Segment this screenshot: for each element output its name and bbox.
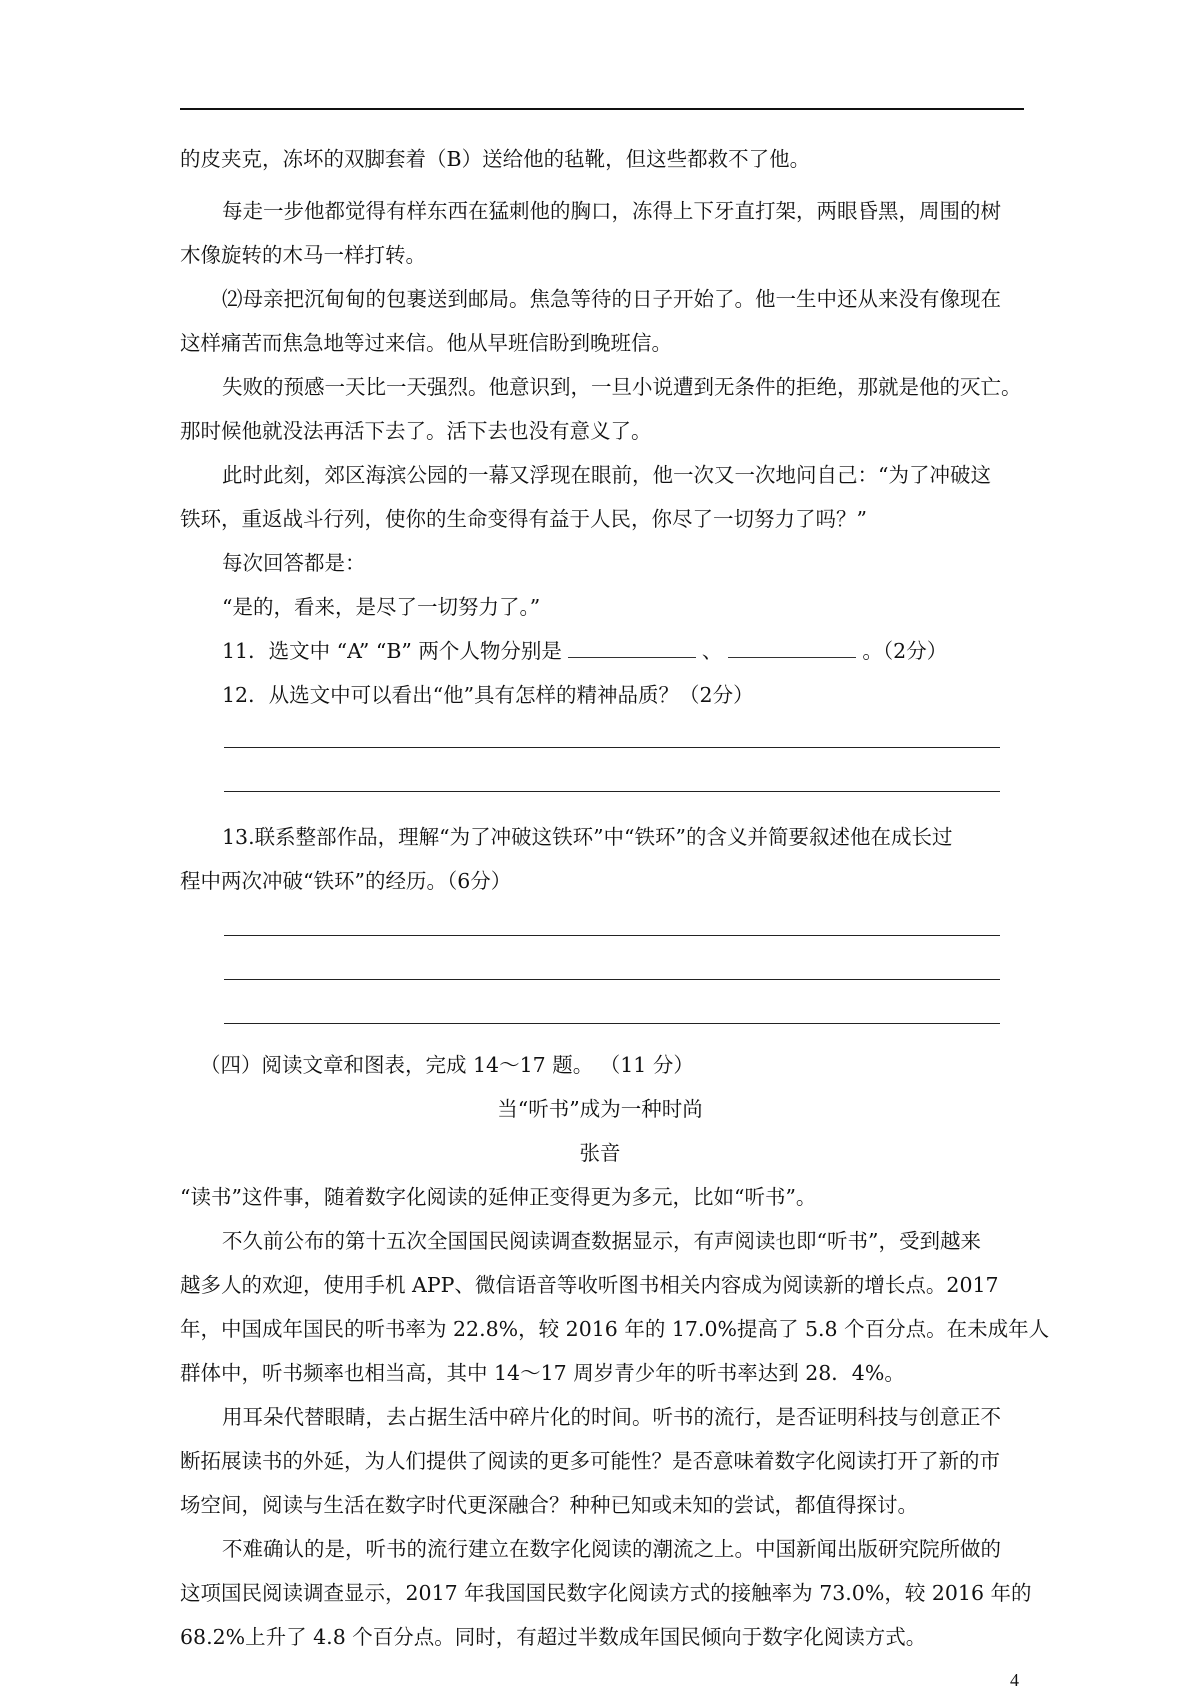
article-title: 当“听书”成为一种时尚 [497,1097,703,1121]
answer-line-q12-1[interactable] [224,747,1000,748]
question-13-line-1: 13.联系整部作品，理解“为了冲破这铁环”中“铁环”的含义并简要叙述他在成长过 [222,825,953,849]
question-11-suffix: 。（2分） [862,639,948,663]
passage-line: 的皮夹克，冻坏的双脚套着（B）送给他的毡靴，但这些都救不了他。 [180,147,811,171]
answer-line-q13-1[interactable] [224,935,1000,936]
answer-blank-a[interactable] [568,639,696,658]
article-line: 群体中，听书频率也相当高，其中 14～17 周岁青少年的听书率达到 28．4%。 [180,1361,905,1385]
question-11 [222,639,947,663]
question-13-line-2: 程中两次冲破“铁环”的经历。（6分） [180,869,512,893]
question-12: 12．从选文中可以看出“他”具有怎样的精神品质？（2分） [222,683,754,707]
article-line: 不难确认的是，听书的流行建立在数字化阅读的潮流之上。中国新闻出版研究院所做的 [222,1537,1001,1561]
passage-line: 那时候他就没法再活下去了。活下去也没有意义了。 [180,419,652,443]
header-rule [180,108,1024,110]
answer-line-q13-3[interactable] [224,1023,1000,1024]
passage-line: 铁环，重返战斗行列，使你的生命变得有益于人民，你尽了一切努力了吗？” [180,507,867,531]
article-line: 断拓展读书的外延，为人们提供了阅读的更多可能性？是否意味着数字化阅读打开了新的市 [180,1449,1000,1473]
passage-line: 每走一步他都觉得有样东西在猛刺他的胸口，冻得上下牙直打架，两眼昏黑，周围的树 [222,199,1001,223]
article-line: 用耳朵代替眼睛，去占据生活中碎片化的时间。听书的流行，是否证明科技与创意正不 [222,1405,1001,1429]
article-line: 年，中国成年国民的听书率为 22.8%，较 2016 年的 17.0%提高了 5.8 个百分点。在未成年人 [180,1317,1050,1341]
passage-line: 木像旋转的木马一样打转。 [180,243,426,267]
article-line: 不久前公布的第十五次全国国民阅读调查数据显示，有声阅读也即“听书”，受到越来 [222,1229,981,1253]
passage-line: 每次回答都是： [222,551,366,575]
article-line: 场空间，阅读与生活在数字时代更深融合？种种已知或未知的尝试，都值得探讨。 [180,1493,918,1517]
passage-line: 此时此刻，郊区海滨公园的一幕又浮现在眼前，他一次又一次地问自己：“为了冲破这 [222,463,991,487]
question-11-sep: 、 [701,639,723,663]
answer-line-q13-2[interactable] [224,979,1000,980]
article-line: 越多人的欢迎，使用手机 APP、微信语音等收听图书相关内容成为阅读新的增长点。2017 [180,1273,999,1297]
answer-blank-b[interactable] [728,639,856,658]
passage-line: “是的，看来，是尽了一切努力了。” [222,595,541,619]
question-11-prefix: 11．选文中 “A” “B” 两个人物分别是 [222,639,562,663]
article-author: 张音 [579,1141,621,1165]
article-line: 68.2%上升了 4.8 个百分点。同时，有超过半数成年国民倾向于数字化阅读方式。 [180,1625,927,1649]
passage-line: ⑵母亲把沉甸甸的包裹送到邮局。焦急等待的日子开始了。他一生中还从来没有像现在 [222,287,1001,311]
article-line: “读书”这件事，随着数字化阅读的延伸正变得更为多元，比如“听书”。 [180,1185,817,1209]
section-heading: （四）阅读文章和图表，完成 14～17 题。 （11 分） [200,1053,694,1077]
article-line: 这项国民阅读调查显示，2017 年我国国民数字化阅读方式的接触率为 73.0%，较 2016 年的 [180,1581,1032,1605]
passage-line: 这样痛苦而焦急地等过来信。他从早班信盼到晚班信。 [180,331,672,355]
passage-line: 失败的预感一天比一天强烈。他意识到，一旦小说遭到无条件的拒绝，那就是他的灭亡。 [222,375,1022,399]
answer-line-q12-2[interactable] [224,791,1000,792]
page-number: 4 [1010,1670,1019,1690]
